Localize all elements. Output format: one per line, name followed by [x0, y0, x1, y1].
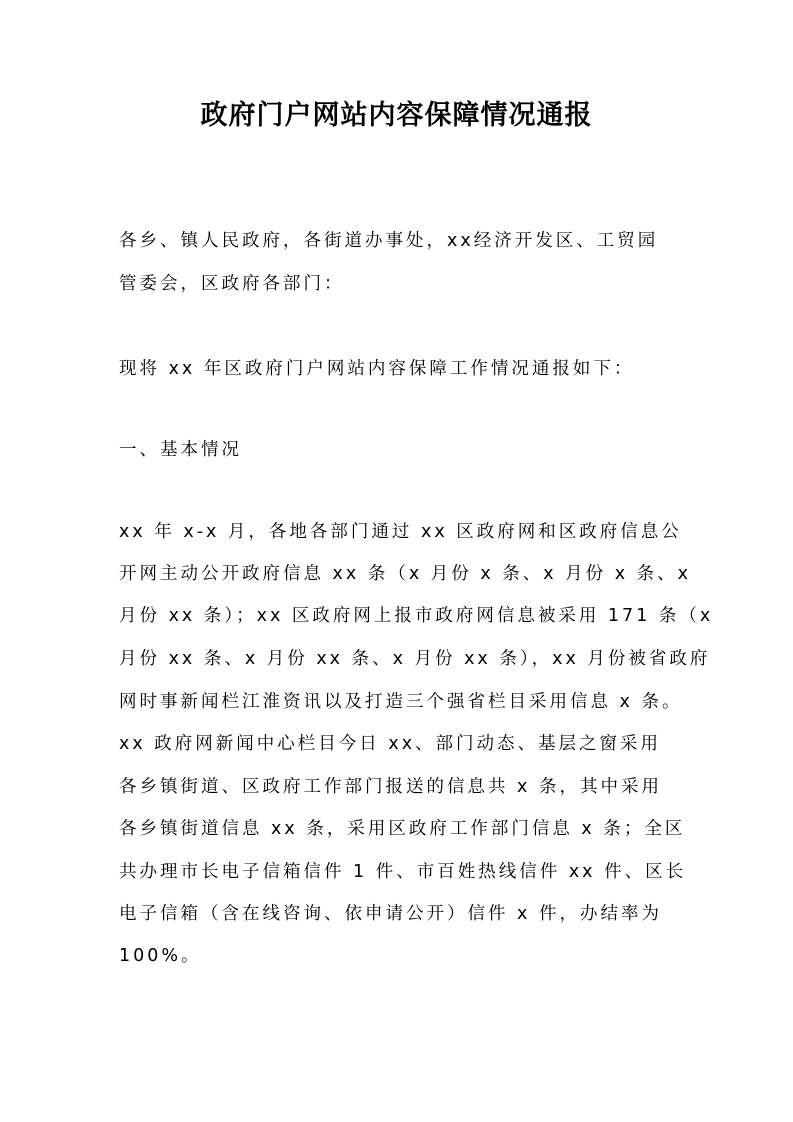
- body-line-9: 共办理市长电子信箱信件 1 件、市百姓热线信件 xx 件、区长: [119, 862, 687, 882]
- body-line-5: 网时事新闻栏江淮资讯以及打造三个强省栏目采用信息 x 条。: [119, 692, 683, 712]
- section-heading: 一、基本情况: [119, 440, 242, 460]
- intro-paragraph: 现将 xx 年区政府门户网站内容保障工作情况通报如下：: [119, 359, 635, 379]
- body-line-8: 各乡镇街道信息 xx 条，采用区政府工作部门信息 x 条；全区: [119, 819, 686, 839]
- body-line-11: 100%。: [119, 946, 202, 966]
- salutation-line-1: 各乡、镇人民政府，各街道办事处，xx经济开发区、工贸园: [119, 231, 659, 251]
- body-line-1: xx 年 x-x 月，各地各部门通过 xx 区政府网和区政府信息公: [119, 522, 682, 542]
- body-line-10: 电子信箱（含在线咨询、依申请公开）信件 x 件，办结率为: [119, 904, 662, 924]
- body-line-3: 月份 xx 条）；xx 区政府网上报市政府网信息被采用 171 条（x: [119, 606, 714, 626]
- body-line-4: 月份 xx 条、x 月份 xx 条、x 月份 xx 条），xx 月份被省政府: [119, 649, 711, 669]
- document-title: 政府门户网站内容保障情况通报: [200, 100, 593, 131]
- body-line-6: xx 政府网新闻中心栏目今日 xx、部门动态、基层之窗采用: [119, 734, 662, 754]
- salutation-line-2: 管委会，区政府各部门：: [119, 274, 345, 294]
- body-line-7: 各乡镇街道、区政府工作部门报送的信息共 x 条，其中采用: [119, 777, 662, 797]
- body-line-2: 开网主动公开政府信息 xx 条（x 月份 x 条、x 月份 x 条、x: [119, 564, 691, 584]
